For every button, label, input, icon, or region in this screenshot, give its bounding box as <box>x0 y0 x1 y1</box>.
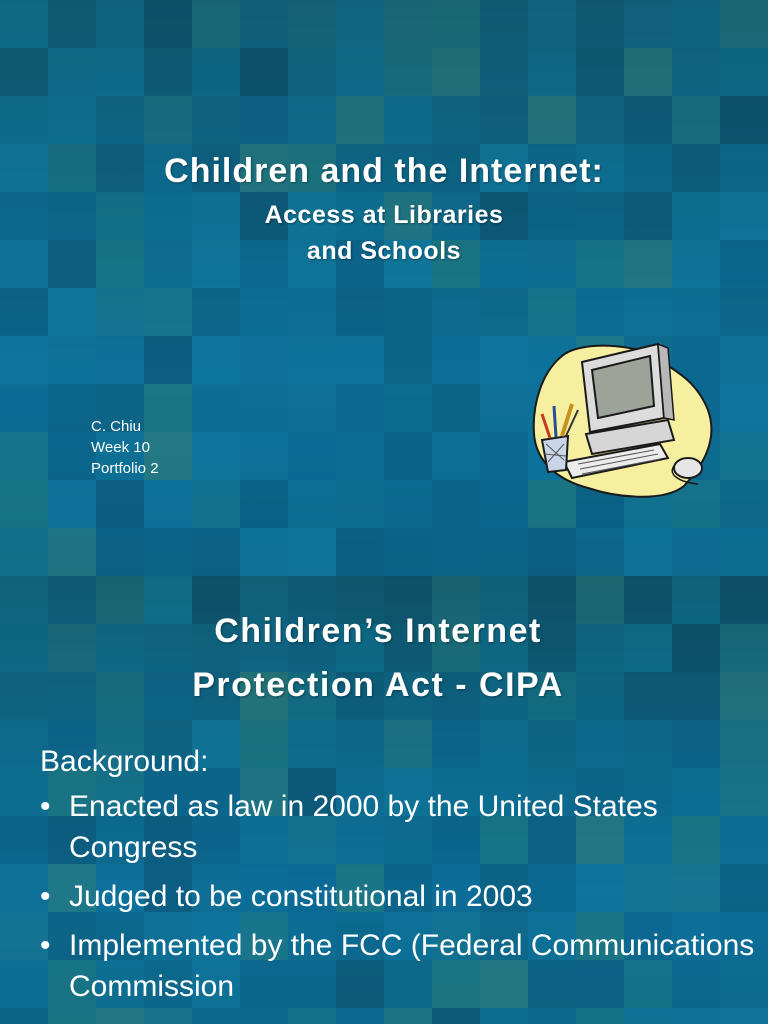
mosaic-tile <box>432 336 480 384</box>
mosaic-tile <box>336 288 384 336</box>
mosaic-tile <box>288 336 336 384</box>
mosaic-tile <box>480 288 528 336</box>
mosaic-tile <box>672 0 720 48</box>
mosaic-tile <box>720 480 768 528</box>
bullet-list <box>40 786 760 1007</box>
bullet-icon: • <box>40 929 51 962</box>
mosaic-tile <box>288 528 336 576</box>
mosaic-tile <box>0 432 48 480</box>
mosaic-tile <box>480 336 528 384</box>
mosaic-tile <box>48 48 96 96</box>
mosaic-tile <box>672 528 720 576</box>
subtitle-line-1: Access at Libraries <box>264 201 504 229</box>
mosaic-tile <box>624 96 672 144</box>
mosaic-tile <box>720 96 768 144</box>
mosaic-tile <box>48 336 96 384</box>
slide-2-body <box>40 740 760 1015</box>
mosaic-tile <box>48 96 96 144</box>
mosaic-tile <box>0 96 48 144</box>
mosaic-tile <box>336 96 384 144</box>
mosaic-tile <box>720 384 768 432</box>
mosaic-tile <box>144 96 192 144</box>
mosaic-tile <box>48 432 96 480</box>
subtitle-line-2: and Schools <box>306 237 462 265</box>
mosaic-tile <box>672 288 720 336</box>
mosaic-tile <box>144 0 192 48</box>
mosaic-tile <box>576 288 624 336</box>
mosaic-tile <box>192 336 240 384</box>
mosaic-tile <box>0 288 48 336</box>
mosaic-tile <box>336 432 384 480</box>
mosaic-tile <box>624 288 672 336</box>
mosaic-tile <box>576 528 624 576</box>
mosaic-tile <box>96 288 144 336</box>
mosaic-tile <box>480 96 528 144</box>
mosaic-tile <box>336 480 384 528</box>
mosaic-tile <box>240 480 288 528</box>
mosaic-tile <box>240 48 288 96</box>
slide-1-subtitle <box>0 197 768 269</box>
mosaic-tile <box>240 336 288 384</box>
mosaic-tile <box>336 336 384 384</box>
mosaic-tile <box>288 48 336 96</box>
mosaic-tile <box>240 528 288 576</box>
mosaic-tile <box>336 528 384 576</box>
mosaic-tile <box>432 96 480 144</box>
mosaic-tile <box>432 480 480 528</box>
mosaic-tile <box>672 96 720 144</box>
mosaic-tile <box>0 0 48 48</box>
mosaic-tile <box>384 432 432 480</box>
mosaic-tile <box>720 288 768 336</box>
mosaic-tile <box>720 48 768 96</box>
mosaic-tile <box>624 0 672 48</box>
mosaic-tile <box>0 336 48 384</box>
title-line-2: Protection Act - CIPA <box>192 666 564 704</box>
slide-1-title: Children and the Internet: <box>164 152 604 190</box>
mosaic-tile <box>384 48 432 96</box>
list-item <box>40 786 760 868</box>
mosaic-tile <box>240 432 288 480</box>
mosaic-tile <box>576 0 624 48</box>
author-block <box>91 416 159 479</box>
mosaic-tile <box>720 432 768 480</box>
mosaic-tile <box>384 480 432 528</box>
mosaic-tile <box>192 48 240 96</box>
mosaic-tile <box>96 96 144 144</box>
mosaic-tile <box>0 48 48 96</box>
mosaic-tile <box>288 480 336 528</box>
mosaic-tile <box>0 480 48 528</box>
mosaic-tile <box>192 432 240 480</box>
bullet-icon: • <box>40 790 51 823</box>
mosaic-tile <box>432 528 480 576</box>
mosaic-tile <box>480 432 528 480</box>
author-name: C. Chiu <box>91 418 142 435</box>
mosaic-tile <box>0 528 48 576</box>
mosaic-tile <box>48 0 96 48</box>
mosaic-tile <box>192 480 240 528</box>
mosaic-tile <box>384 528 432 576</box>
mosaic-tile <box>96 0 144 48</box>
mosaic-tile <box>48 528 96 576</box>
mosaic-tile <box>192 288 240 336</box>
list-item <box>40 925 760 1007</box>
mosaic-tile <box>384 0 432 48</box>
mosaic-tile <box>480 0 528 48</box>
bullet-text: Implemented by the FCC (Federal Communications Commission <box>69 929 755 1003</box>
list-item <box>40 876 760 917</box>
mosaic-tile <box>480 480 528 528</box>
mosaic-tile <box>144 48 192 96</box>
mosaic-tile <box>720 336 768 384</box>
computer-with-pencil-cup-icon <box>528 340 718 500</box>
mosaic-tile <box>672 48 720 96</box>
mosaic-tile <box>432 0 480 48</box>
mosaic-tile <box>480 48 528 96</box>
mosaic-tile <box>240 288 288 336</box>
mosaic-tile <box>96 48 144 96</box>
mosaic-tile <box>576 96 624 144</box>
mosaic-tile <box>720 528 768 576</box>
mosaic-tile <box>624 48 672 96</box>
mosaic-tile <box>528 528 576 576</box>
mosaic-tile <box>432 432 480 480</box>
mosaic-tile <box>288 96 336 144</box>
mosaic-tile <box>288 384 336 432</box>
mosaic-tile <box>528 0 576 48</box>
mosaic-tile <box>336 0 384 48</box>
mosaic-tile <box>480 384 528 432</box>
mosaic-tile <box>624 528 672 576</box>
mosaic-tile <box>240 384 288 432</box>
mosaic-tile <box>192 96 240 144</box>
mosaic-tile <box>432 384 480 432</box>
mosaic-tile <box>384 96 432 144</box>
mosaic-tile <box>144 288 192 336</box>
mosaic-tile <box>96 528 144 576</box>
mosaic-tile <box>144 336 192 384</box>
mosaic-tile <box>336 384 384 432</box>
mosaic-tile <box>480 528 528 576</box>
author-portfolio: Portfolio 2 <box>91 460 159 477</box>
mosaic-tile <box>384 288 432 336</box>
mosaic-tile <box>528 48 576 96</box>
mosaic-tile <box>384 336 432 384</box>
bullet-icon: • <box>40 880 51 913</box>
background-heading: Background: <box>40 745 209 778</box>
mosaic-tile <box>528 288 576 336</box>
slide-2-title <box>0 604 756 712</box>
mosaic-tile <box>192 384 240 432</box>
mosaic-tile <box>48 480 96 528</box>
mosaic-tile <box>288 0 336 48</box>
title-line-1: Children’s Internet <box>214 612 542 650</box>
mosaic-tile <box>336 48 384 96</box>
mosaic-tile <box>528 96 576 144</box>
bullet-text: Enacted as law in 2000 by the United States Congress <box>69 790 658 864</box>
mosaic-tile <box>144 480 192 528</box>
mosaic-tile <box>288 288 336 336</box>
mosaic-tile <box>576 48 624 96</box>
mosaic-tile <box>192 0 240 48</box>
mosaic-tile <box>240 96 288 144</box>
author-week: Week 10 <box>91 439 150 456</box>
mosaic-tile <box>96 336 144 384</box>
bullet-text: Judged to be constitutional in 2003 <box>69 880 533 913</box>
mosaic-tile <box>48 288 96 336</box>
mosaic-tile <box>48 384 96 432</box>
mosaic-tile <box>384 384 432 432</box>
mosaic-tile <box>432 48 480 96</box>
mosaic-tile <box>720 0 768 48</box>
mosaic-tile <box>96 480 144 528</box>
mosaic-tile <box>288 432 336 480</box>
mosaic-tile <box>0 384 48 432</box>
mosaic-tile <box>432 288 480 336</box>
mosaic-tile <box>192 528 240 576</box>
mosaic-tile <box>144 528 192 576</box>
mosaic-tile <box>240 0 288 48</box>
